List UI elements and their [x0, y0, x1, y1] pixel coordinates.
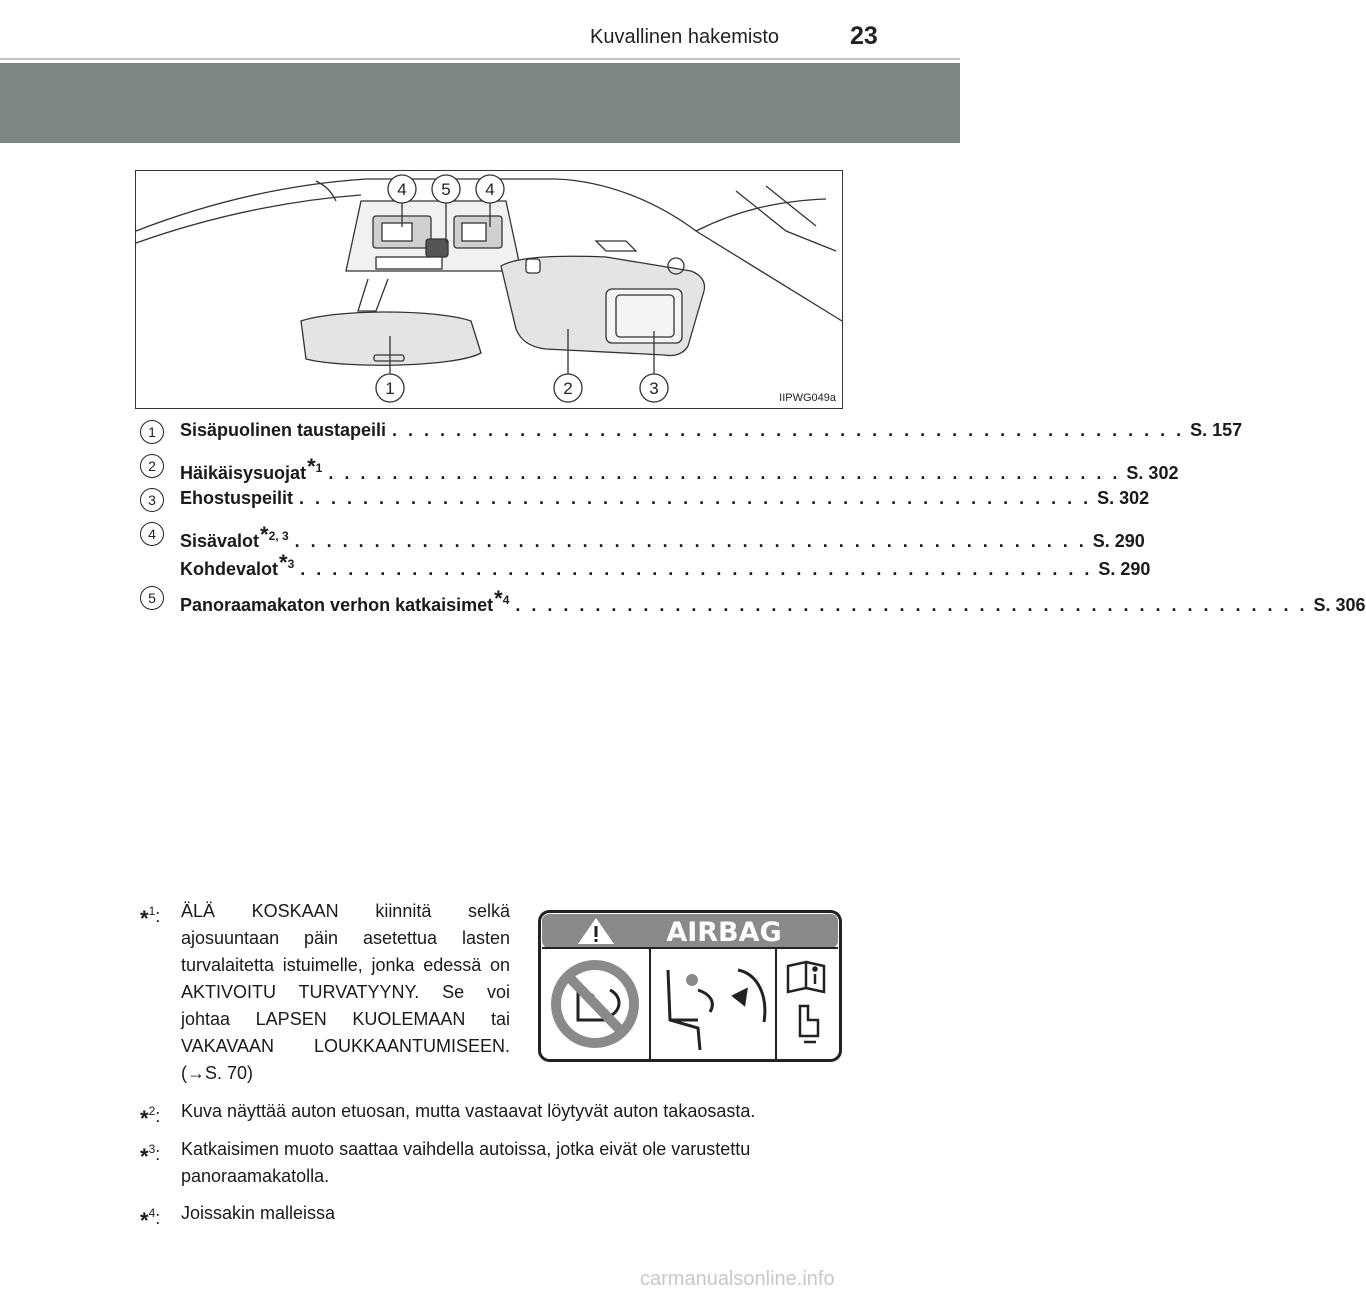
footnote-2: *$^2$: Kuva näyttää auton etuosan, mutta vastaavat löytyvät auton takaosasta. [140, 1098, 840, 1125]
callout-3: 3 [649, 379, 659, 398]
item-label: Sisäpuolinen taustapeili [180, 420, 387, 440]
footnote-text: Katkaisimen muoto saattaa vaihdella autoissa, jotka eivät ole varustettu panoraamakatolla. [181, 1139, 751, 1186]
footnote-mark: 4 [148, 1206, 156, 1220]
header-rule [0, 58, 960, 60]
list-item [140, 522, 1145, 551]
footnote-3: *$^3$: Katkaisimen muoto saattaa vaihdella autoissa, jotka eivät ole varustettu panoraamakatolla. [140, 1136, 840, 1190]
airbag-title: AIRBAG [666, 917, 782, 948]
item-number: 5 [140, 586, 164, 610]
overhead-illustration [135, 170, 843, 409]
callout-4-left: 4 [397, 180, 407, 199]
callout-1: 1 [385, 379, 395, 398]
item-footnote-ref: 3 [287, 557, 295, 571]
figure-code: IIPWG049a [779, 392, 836, 404]
footnote-1: *$^1$: ÄLÄ KOSKAAN kiinnitä selkä ajosuuntaan päin asetettua lasten turvalaitetta istuimelle, jonka edessä on AKTIVOITU TURVATYYNY. Se voi johtaa LAPSEN KUOLEMAAN tai VAKAVAAN LOUKKAANTUMISEEN. (→S. 70) [140, 898, 510, 1087]
airbag-warning-label [538, 910, 842, 1062]
leader-dots: . . . . . . . . . . . . . . . . . . . . . . . . . . . . . . . . . . . . . . . . . . . . . . . . . . [299, 488, 1092, 508]
footnote-text: Kuva näyttää auton etuosan, mutta vastaavat löytyvät auton takaosasta. [181, 1101, 756, 1121]
list-item [140, 488, 1150, 516]
list-item [140, 420, 1243, 448]
footnote-mark: 2 [148, 1104, 156, 1118]
no-child-seat-icon [551, 960, 639, 1048]
leader-dots: . . . . . . . . . . . . . . . . . . . . . . . . . . . . . . . . . . . . . . . . . . . . . . . . . . [328, 463, 1121, 483]
footnote-text: Joissakin malleissa [181, 1203, 336, 1223]
leader-dots: . . . . . . . . . . . . . . . . . . . . . . . . . . . . . . . . . . . . . . . . . . . . . . . . . . [300, 559, 1093, 579]
item-number: 1 [140, 420, 164, 444]
callout-2: 2 [563, 379, 573, 398]
item-number: 4 [140, 522, 164, 546]
item-label: Sisävalot$^{*2, 3}$ [180, 522, 289, 551]
item-label: Ehostuspeilit [180, 488, 294, 508]
item-label: Panoraamakaton verhon katkaisimet$^{*4}$ [180, 586, 510, 615]
callout-5: 5 [441, 180, 451, 199]
item-number: 3 [140, 488, 164, 512]
page-number: 23 [850, 22, 878, 50]
page-reference[interactable]: S. 290 [1092, 531, 1145, 551]
list-item [140, 454, 1179, 483]
page-reference[interactable]: S. 157 [1190, 420, 1243, 440]
item-footnote-ref: 4 [502, 593, 510, 607]
list-item [140, 586, 1366, 615]
section-banner [0, 63, 960, 143]
leader-dots: . . . . . . . . . . . . . . . . . . . . . . . . . . . . . . . . . . . . . . . . . . . . . . . . . . [294, 531, 1087, 551]
footnote-text: ÄLÄ KOSKAAN kiinnitä selkä ajosuuntaan päin asetettua lasten turvalaitetta istuimelle, jonka edessä on AKTIVOITU TURVATYYNY. Se voi johtaa LAPSEN KUOLEMAAN tai VAKAVAAN LOUKKAANTUMISEEN. (→S. 70) [181, 901, 510, 1083]
header-title: Kuvallinen hakemisto [590, 26, 779, 48]
footer-watermark: carmanualsonline.info [640, 1268, 835, 1290]
item-label: Kohdevalot$^{*3}$ [180, 550, 295, 579]
page-reference[interactable]: S. 290 [1098, 559, 1151, 579]
footnote-mark: 1 [148, 904, 156, 918]
callout-4-right: 4 [485, 180, 495, 199]
page-reference[interactable]: S. 306 [1313, 595, 1366, 615]
footnote-mark: 3 [148, 1142, 156, 1156]
leader-dots: . . . . . . . . . . . . . . . . . . . . . . . . . . . . . . . . . . . . . . . . . . . . . . . . . . [515, 595, 1308, 615]
page-reference[interactable]: S. 302 [1126, 463, 1179, 483]
item-footnote-ref: 2, 3 [268, 529, 289, 543]
item-label: Häikäisysuojat$^{*1}$ [180, 454, 323, 483]
footnote-4: *$^4$: Joissakin malleissa [140, 1200, 840, 1227]
item-number: 2 [140, 454, 164, 478]
list-item [140, 550, 1151, 579]
item-footnote-ref: 1 [315, 461, 323, 475]
leader-dots: . . . . . . . . . . . . . . . . . . . . . . . . . . . . . . . . . . . . . . . . . . . . . . . . . . [392, 420, 1185, 440]
page-reference[interactable]: S. 302 [1097, 488, 1150, 508]
